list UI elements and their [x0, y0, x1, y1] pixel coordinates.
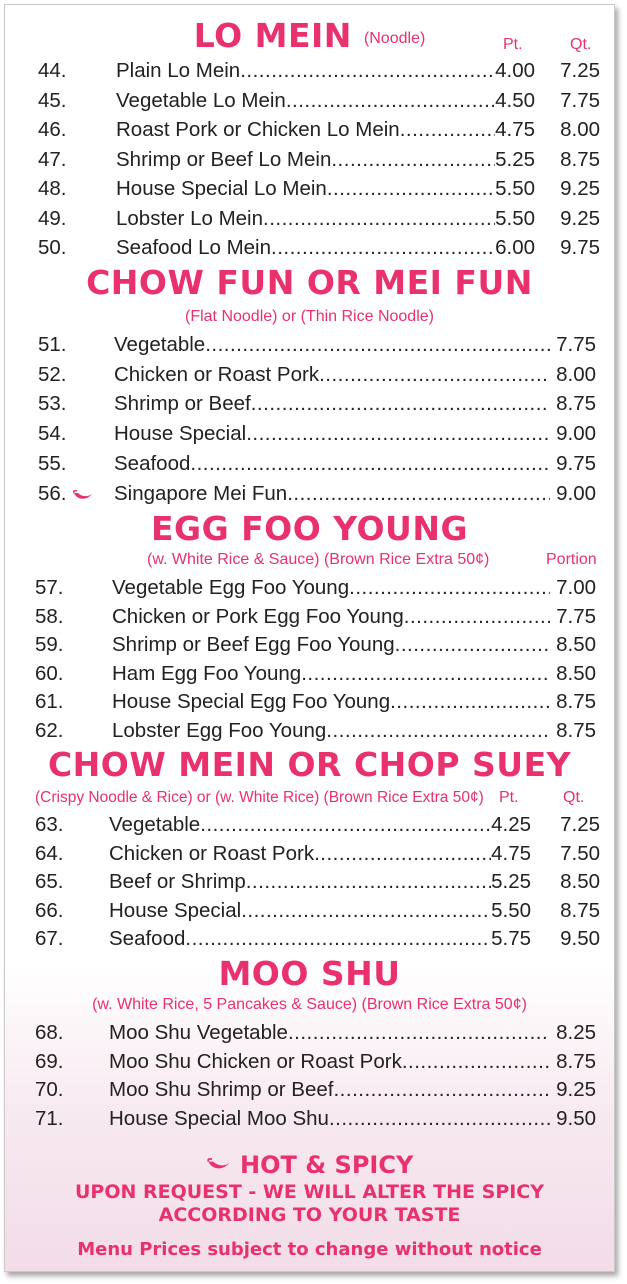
dot-leader: [287, 480, 550, 508]
item-name: Shrimp or Beef Egg Foo Young: [112, 633, 395, 656]
hot-pepper-icon: [206, 1157, 232, 1171]
col-pt-chow-mein: Pt.: [499, 789, 519, 806]
menu-item: [5, 603, 616, 631]
item-number: 63.: [35, 813, 64, 836]
price-quart: 7.25: [560, 813, 600, 836]
price: 9.00: [556, 422, 596, 446]
item-name: Beef or Shrimp: [109, 870, 246, 893]
dot-leader: [240, 57, 495, 85]
menu-item: [5, 87, 616, 115]
item-number: 56.: [38, 481, 67, 505]
menu-item: [5, 868, 616, 896]
item-number: 51.: [38, 333, 67, 356]
item-number: 66.: [35, 898, 64, 922]
dot-leader: [190, 450, 550, 478]
item-number: 50.: [38, 236, 67, 259]
menu-item: [5, 840, 616, 868]
item-name: Vegetable Lo Mein: [116, 88, 286, 112]
section-subtitle-chow-fun: (Flat Noodle) or (Thin Rice Noodle): [185, 308, 434, 325]
menu-item: [5, 897, 616, 925]
menu-item: [5, 717, 616, 745]
item-name: House Special Lo Mein: [116, 177, 327, 200]
item-name: Seafood: [114, 451, 191, 475]
dot-leader: [349, 574, 550, 602]
menu-item: [5, 660, 616, 688]
dot-leader: [185, 925, 491, 953]
item-number: 48.: [38, 177, 67, 200]
item-name: Vegetable Egg Foo Young: [112, 576, 350, 599]
section-note-lo-mein: (Noodle): [363, 30, 426, 47]
price-pint: 4.50: [495, 88, 535, 112]
item-number: 68.: [35, 1021, 64, 1044]
price-quart: 8.50: [560, 870, 600, 893]
spicy-request-line-1: UPON REQUEST - WE WILL ALTER THE SPICY: [74, 1181, 545, 1203]
section-subtitle-egg-foo-young: (w. White Rice & Sauce) (Brown Rice Extra 50¢): [147, 551, 490, 568]
dot-leader: [301, 660, 550, 688]
price: 8.50: [556, 633, 596, 656]
item-number: 45.: [38, 88, 67, 112]
item-number: 46.: [38, 118, 67, 141]
item-number: 49.: [38, 206, 67, 230]
menu-item: [5, 1076, 616, 1104]
menu-item: [5, 811, 616, 839]
item-name: House Special: [109, 898, 242, 922]
menu-page: [4, 4, 615, 1272]
item-name: Moo Shu Shrimp or Beef: [109, 1078, 334, 1102]
price: 7.75: [556, 604, 596, 628]
price: 8.75: [556, 718, 596, 742]
price-pint: 5.50: [495, 206, 535, 230]
dot-leader: [326, 717, 550, 745]
hot-spicy-heading: HOT & SPICY: [5, 1150, 614, 1180]
price: 7.00: [556, 576, 596, 599]
item-number: 65.: [35, 870, 64, 893]
item-number: 57.: [35, 576, 64, 599]
dot-leader: [331, 146, 495, 174]
menu-item: [5, 631, 616, 659]
dot-leader: [395, 631, 550, 659]
menu-item: [5, 331, 616, 359]
price-quart: 8.75: [560, 147, 600, 171]
item-number: 44.: [38, 59, 67, 82]
dot-leader: [402, 1048, 550, 1076]
menu-item: [5, 1048, 616, 1076]
item-name: Vegetable: [114, 333, 206, 356]
price: 9.25: [556, 1078, 596, 1102]
item-name: Lobster Lo Mein: [116, 206, 264, 230]
price-quart: 8.75: [560, 898, 600, 922]
item-name: Seafood Lo Mein: [116, 236, 272, 259]
price: 8.25: [556, 1021, 596, 1044]
price-quart: 9.25: [560, 206, 600, 230]
price-pint: 4.25: [491, 813, 531, 836]
menu-item: [5, 205, 616, 233]
menu-item: [5, 234, 616, 262]
menu-item: [5, 480, 616, 508]
price: 9.50: [556, 1107, 596, 1131]
menu-item: [5, 57, 616, 85]
price-quart: 9.25: [560, 177, 600, 200]
section-title-lo-mein: LO MEIN (Noodle): [193, 16, 426, 55]
dot-leader: [246, 868, 491, 896]
item-name: Roast Pork or Chicken Lo Mein: [116, 118, 400, 141]
price-pint: 4.75: [495, 118, 535, 141]
col-qt-lo-mein: Qt.: [570, 36, 592, 53]
item-name: House Special Egg Foo Young: [112, 690, 391, 713]
price: 8.75: [556, 392, 596, 416]
item-name: Plain Lo Mein: [116, 59, 241, 82]
price-quart: 7.25: [560, 59, 600, 82]
col-qt-chow-mein: Qt.: [563, 789, 585, 806]
price: 8.75: [556, 690, 596, 713]
dot-leader: [288, 1019, 550, 1047]
item-number: 60.: [35, 661, 64, 685]
item-number: 52.: [38, 362, 67, 386]
col-pt-lo-mein: Pt.: [503, 36, 523, 53]
menu-item: [5, 116, 616, 144]
dot-leader: [400, 116, 495, 144]
menu-item: [5, 450, 616, 478]
dot-leader: [241, 897, 491, 925]
col-portion-egg-foo-young: Portion: [546, 551, 597, 568]
item-number: 53.: [38, 392, 67, 416]
section-subtitle-chow-mein: (Crispy Noodle & Rice) or (w. White Rice) (Brown Rice Extra 50¢): [35, 789, 484, 806]
section-subtitle-moo-shu: (w. White Rice, 5 Pancakes & Sauce) (Brown Rice Extra 50¢): [92, 996, 527, 1013]
price-pint: 5.50: [495, 177, 535, 200]
price-pint: 4.75: [491, 841, 531, 865]
item-name: Singapore Mei Fun: [114, 481, 288, 505]
item-number: 61.: [35, 690, 64, 713]
menu-item: [5, 574, 616, 602]
item-number: 64.: [35, 841, 64, 865]
item-number: 67.: [35, 927, 64, 950]
menu-item: [5, 175, 616, 203]
item-name: Shrimp or Beef: [114, 392, 251, 416]
price-pint: 6.00: [495, 236, 535, 259]
dot-leader: [333, 1076, 550, 1104]
item-name: Chicken or Roast Pork: [109, 841, 315, 865]
item-name: Ham Egg Foo Young: [112, 661, 302, 685]
section-title-chow-fun: CHOW FUN OR MEI FUN: [86, 263, 533, 302]
item-name: House Special: [114, 422, 247, 446]
item-number: 47.: [38, 147, 67, 171]
price: 7.75: [556, 333, 596, 356]
price-quart: 9.50: [560, 927, 600, 950]
price-quart: 8.00: [560, 118, 600, 141]
price-notice: Menu Prices subject to change without notice: [77, 1239, 542, 1260]
menu-item: [5, 1019, 616, 1047]
price: 9.75: [556, 451, 596, 475]
dot-leader: [314, 840, 491, 868]
item-number: 70.: [35, 1078, 64, 1102]
dot-leader: [404, 603, 550, 631]
item-number: 58.: [35, 604, 64, 628]
menu-item: [5, 420, 616, 448]
dot-leader: [329, 1105, 550, 1133]
item-name: House Special Moo Shu: [109, 1107, 329, 1131]
price: 8.75: [556, 1049, 596, 1073]
dot-leader: [251, 390, 550, 418]
item-name: Moo Shu Vegetable: [109, 1021, 288, 1044]
item-number: 71.: [35, 1107, 64, 1131]
section-title-chow-mein: CHOW MEIN OR CHOP SUEY: [47, 745, 572, 784]
menu-item: [5, 390, 616, 418]
item-name: Moo Shu Chicken or Roast Pork: [109, 1049, 402, 1073]
dot-leader: [286, 87, 495, 115]
price: 8.50: [556, 661, 596, 685]
price-pint: 5.50: [491, 898, 531, 922]
item-number: 69.: [35, 1049, 64, 1073]
menu-item: [5, 361, 616, 389]
price-quart: 9.75: [560, 236, 600, 259]
item-number: 59.: [35, 633, 64, 656]
section-title-moo-shu: MOO SHU: [218, 954, 401, 993]
item-number: 54.: [38, 422, 67, 446]
dot-leader: [205, 331, 550, 359]
dot-leader: [271, 234, 495, 262]
dot-leader: [200, 811, 491, 839]
menu-item: [5, 146, 616, 174]
price-quart: 7.75: [560, 88, 600, 112]
price-pint: 5.25: [495, 147, 535, 171]
price-quart: 7.50: [560, 841, 600, 865]
item-number: 62.: [35, 718, 64, 742]
dot-leader: [327, 175, 495, 203]
price-pint: 5.75: [491, 927, 531, 950]
item-number: 55.: [38, 451, 67, 475]
item-name: Lobster Egg Foo Young: [112, 718, 327, 742]
item-name: Seafood: [109, 927, 186, 950]
menu-item: [5, 925, 616, 953]
dot-leader: [246, 420, 550, 448]
spicy-request-line-2: ACCORDING TO YOUR TASTE: [158, 1204, 461, 1226]
menu-item: [5, 1105, 616, 1133]
price-pint: 5.25: [491, 870, 531, 893]
menu-item: [5, 688, 616, 716]
section-title-egg-foo-young: EGG FOO YOUNG: [150, 509, 469, 548]
dot-leader: [263, 205, 495, 233]
price-pint: 4.00: [495, 59, 535, 82]
hot-pepper-icon: [73, 489, 93, 501]
item-name: Chicken or Pork Egg Foo Young: [112, 604, 404, 628]
item-name: Chicken or Roast Pork: [114, 362, 320, 386]
dot-leader: [319, 361, 550, 389]
item-name: Shrimp or Beef Lo Mein: [116, 147, 332, 171]
price: 8.00: [556, 362, 596, 386]
price: 9.00: [556, 481, 596, 505]
item-name: Vegetable: [109, 813, 201, 836]
dot-leader: [390, 688, 550, 716]
